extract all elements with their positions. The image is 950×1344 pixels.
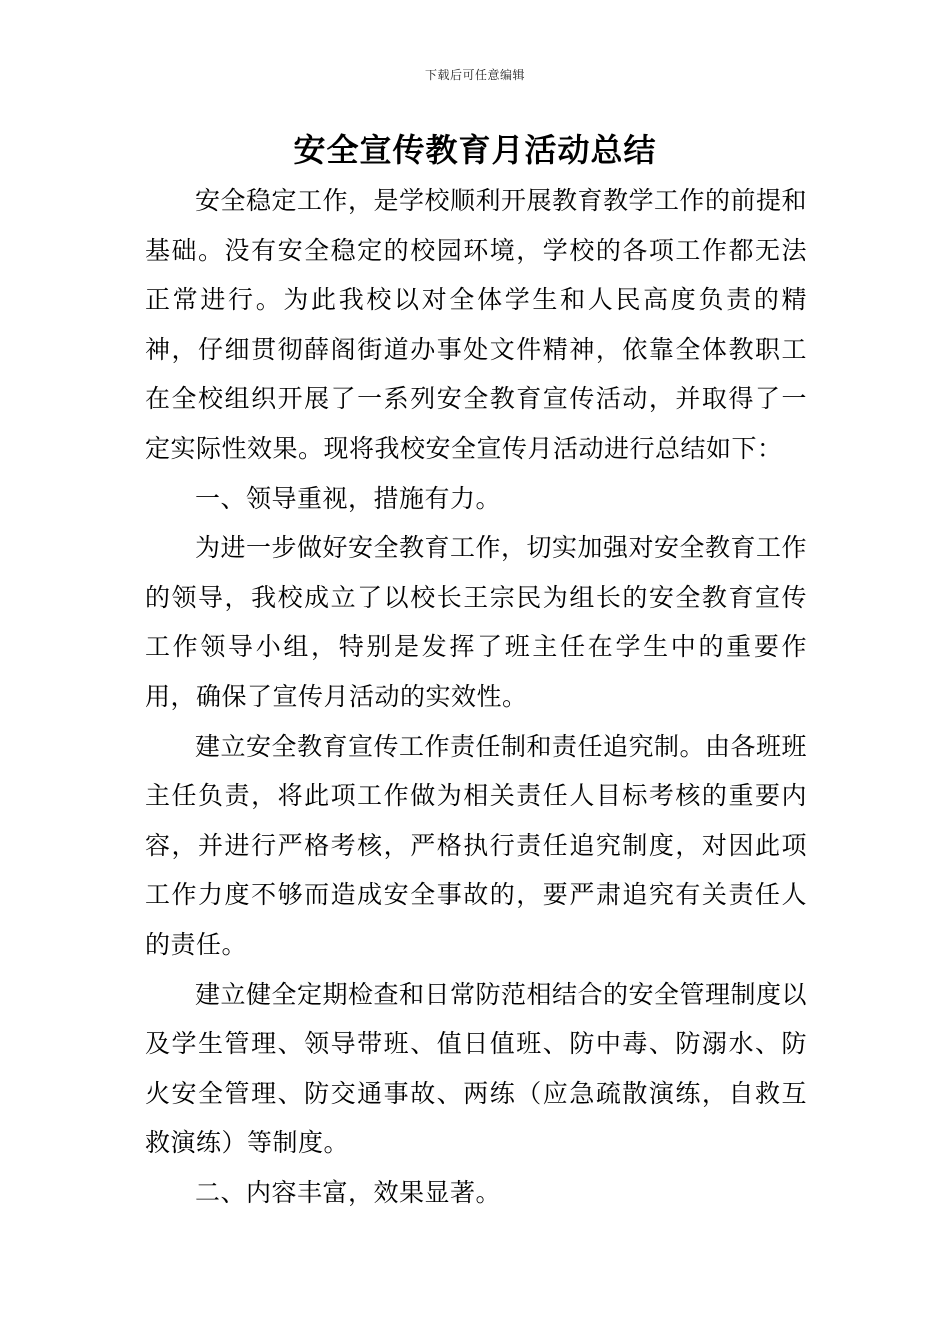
paragraph-leadership: 为进一步做好安全教育工作，切实加强对安全教育工作的领导，我校成立了以校长王宗民为组长的安全教育宣传工作领导小组，特别是发挥了班主任在学生中的重要作用，确保了宣传月活动的实效性。 bbox=[145, 533, 808, 711]
header-note: 下载后可任意编辑 bbox=[424, 68, 525, 82]
section-heading-1: 一、领导重视，措施有力。 bbox=[195, 483, 502, 513]
document-title: 安全宣传教育月活动总结 bbox=[293, 131, 657, 169]
paragraph-responsibility: 建立安全教育宣传工作责任制和责任追究制。由各班班主任负责，将此项工作做为相关责任人目标考核的重要内容，并进行严格考核，严格执行责任追究制度，对因此项工作力度不够而造成安全事故的，要严肃追究有关责任人的责任。 bbox=[145, 731, 808, 959]
section-heading-2: 二、内容丰富，效果显著。 bbox=[195, 1177, 502, 1207]
paragraph-intro: 安全稳定工作，是学校顺利开展教育教学工作的前提和基础。没有安全稳定的校园环境，学校的各项工作都无法正常进行。为此我校以对全体学生和人民高度负责的精神，仔细贯彻薛阁街道办事处文件精神，依靠全体教职工在全校组织开展了一系列安全教育宣传活动，并取得了一定实际性效果。现将我校安全宣传月活动进行总结如下： bbox=[145, 186, 808, 463]
paragraph-management-system: 建立健全定期检查和日常防范相结合的安全管理制度以及学生管理、领导带班、值日值班、防中毒、防溺水、防火安全管理、防交通事故、两练（应急疏散演练，自救互救演练）等制度。 bbox=[145, 979, 808, 1158]
document-body bbox=[145, 176, 807, 1217]
